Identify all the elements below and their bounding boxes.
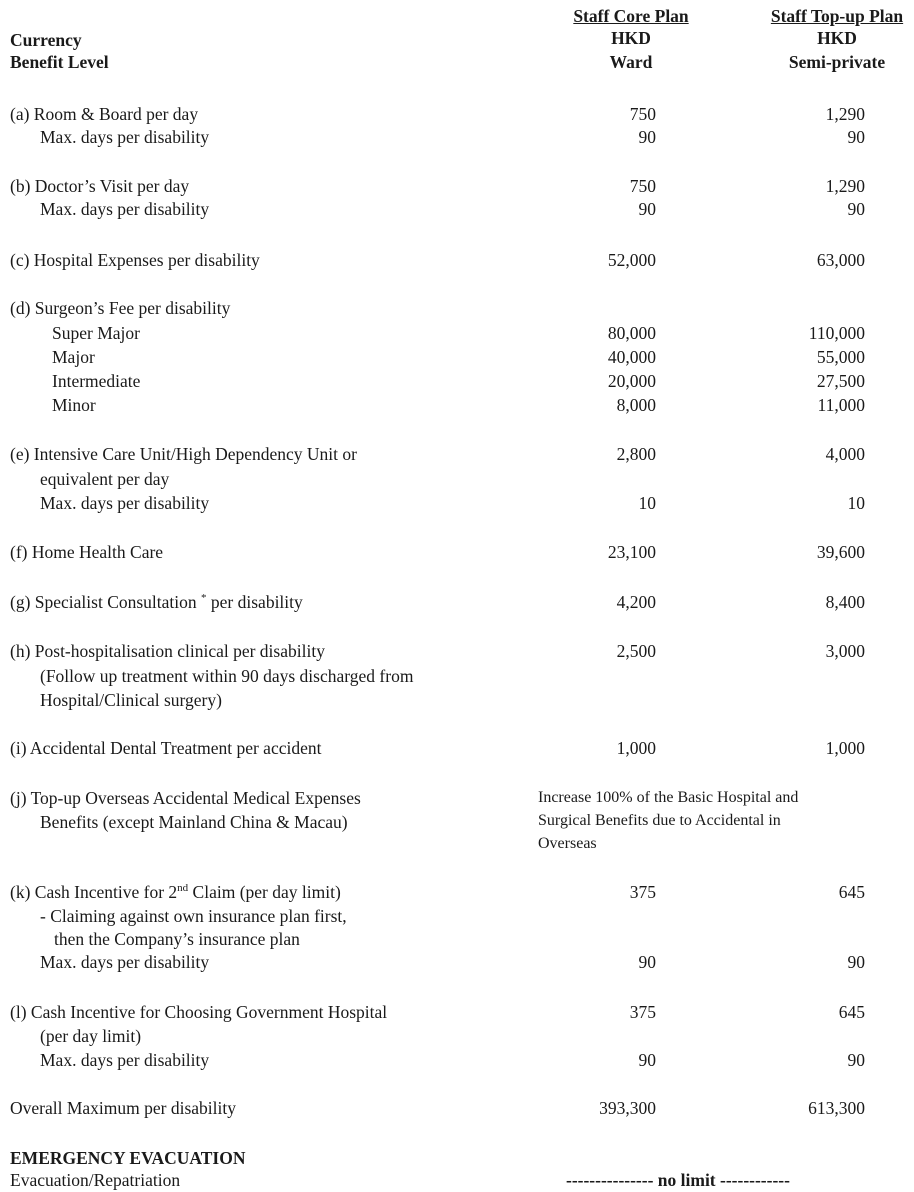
currency-label: Currency (10, 30, 82, 50)
row-b-label: (b) Doctor’s Visit per day (10, 176, 190, 196)
row-d-item-core: 8,000 (616, 395, 656, 415)
row-e-label-cont: equivalent per day (40, 469, 170, 489)
emergency-label: Evacuation/Repatriation (10, 1170, 181, 1190)
topup-plan-level: Semi-private (788, 52, 886, 72)
row-a-topup: 1,290 (825, 104, 865, 124)
row-e-label: (e) Intensive Care Unit/High Dependency Unit or (10, 444, 357, 464)
core-plan-level: Ward (609, 52, 653, 72)
row-l-core: 375 (629, 1002, 656, 1022)
row-j-value-line1: Increase 100% of the Basic Hospital and (538, 789, 799, 806)
row-h-label-cont: (Follow up treatment within 90 days discharged from (40, 666, 414, 686)
row-e-core: 2,800 (616, 444, 656, 464)
row-f-topup: 39,600 (816, 542, 865, 562)
row-e-sub-label: Max. days per disability (40, 493, 210, 513)
row-k-label-cont: - Claiming against own insurance plan first, (40, 906, 347, 926)
core-plan-currency: HKD (611, 28, 651, 48)
row-g-topup: 8,400 (825, 592, 865, 612)
row-d-item-topup: 55,000 (816, 347, 865, 367)
row-d-item-topup: 11,000 (817, 395, 865, 415)
row-e-sub-core: 10 (638, 493, 656, 513)
row-g-footnote-mark: * (201, 592, 207, 605)
row-a-sub-label: Max. days per disability (40, 127, 210, 147)
row-k-label-suffix: Claim (per day limit) (188, 882, 341, 902)
row-l-label-cont: (per day limit) (40, 1026, 142, 1046)
topup-plan-currency: HKD (817, 28, 857, 48)
row-l-sub-topup: 90 (847, 1050, 865, 1070)
row-i-topup: 1,000 (825, 738, 865, 758)
row-b-sub-topup: 90 (847, 199, 865, 219)
row-d-item-label: Minor (52, 395, 96, 415)
benefit-level-label: Benefit Level (10, 52, 109, 72)
row-h-topup: 3,000 (825, 641, 865, 661)
row-b-sub-core: 90 (638, 199, 656, 219)
row-b-sub-label: Max. days per disability (40, 199, 210, 219)
row-k-sub-label: Max. days per disability (40, 952, 210, 972)
row-a-sub-topup: 90 (847, 127, 865, 147)
row-k-sub-core: 90 (638, 952, 656, 972)
overall-topup: 613,300 (808, 1098, 865, 1118)
row-k-ordinal: nd (177, 882, 189, 895)
row-l-label: (l) Cash Incentive for Choosing Government Hospital (10, 1002, 388, 1022)
topup-plan-header: Staff Top-up Plan (770, 6, 904, 26)
row-k-core: 375 (629, 882, 656, 902)
row-l-sub-label: Max. days per disability (40, 1050, 210, 1070)
row-f-core: 23,100 (607, 542, 656, 562)
core-plan-header: Staff Core Plan (573, 6, 689, 26)
row-d-item-label: Major (52, 347, 95, 367)
row-d-label: (d) Surgeon’s Fee per disability (10, 298, 231, 318)
row-e-topup: 4,000 (825, 444, 865, 464)
row-a-core: 750 (629, 104, 656, 124)
row-a-label: (a) Room & Board per day (10, 104, 199, 124)
row-j-label-cont: Benefits (except Mainland China & Macau) (40, 812, 348, 832)
row-d-item-topup: 27,500 (816, 371, 865, 391)
row-k-topup: 645 (838, 882, 865, 902)
row-j-value-line3: Overseas (538, 835, 597, 852)
overall-label: Overall Maximum per disability (10, 1098, 236, 1118)
row-d-item-core: 20,000 (607, 371, 656, 391)
row-d-item-label: Super Major (52, 323, 140, 343)
row-a-sub-core: 90 (638, 127, 656, 147)
row-k-label-cont2: then the Company’s insurance plan (54, 929, 300, 949)
row-f-label: (f) Home Health Care (10, 542, 164, 562)
row-i-core: 1,000 (616, 738, 656, 758)
row-g-label-suffix: per disability (206, 592, 303, 612)
row-b-core: 750 (629, 176, 656, 196)
row-h-core: 2,500 (616, 641, 656, 661)
emergency-title: EMERGENCY EVACUATION (10, 1148, 246, 1168)
row-c-label: (c) Hospital Expenses per disability (10, 250, 260, 270)
row-k-label-text: (k) Cash Incentive for 2 (10, 882, 178, 902)
row-g-label (10, 590, 303, 614)
row-i-label: (i) Accidental Dental Treatment per accident (10, 738, 322, 758)
row-d-item-core: 80,000 (607, 323, 656, 343)
row-l-topup: 645 (838, 1002, 865, 1022)
emergency-value: --------------- no limit ------------ (566, 1170, 790, 1190)
row-d-item-topup: 110,000 (808, 323, 865, 343)
row-c-topup: 63,000 (816, 250, 865, 270)
row-j-value-line2: Surgical Benefits due to Accidental in (538, 812, 781, 829)
row-k-label (10, 880, 341, 904)
row-h-label: (h) Post-hospitalisation clinical per disability (10, 641, 325, 661)
row-h-label-cont2: Hospital/Clinical surgery) (40, 690, 222, 710)
row-e-sub-topup: 10 (847, 493, 865, 513)
row-g-label-text: (g) Specialist Consultation (10, 592, 202, 612)
row-d-item-label: Intermediate (52, 371, 141, 391)
overall-core: 393,300 (599, 1098, 656, 1118)
row-k-sub-topup: 90 (847, 952, 865, 972)
row-l-sub-core: 90 (638, 1050, 656, 1070)
row-c-core: 52,000 (607, 250, 656, 270)
row-d-item-core: 40,000 (607, 347, 656, 367)
row-j-label: (j) Top-up Overseas Accidental Medical Expenses (10, 788, 361, 808)
row-b-topup: 1,290 (825, 176, 865, 196)
row-g-core: 4,200 (616, 592, 656, 612)
